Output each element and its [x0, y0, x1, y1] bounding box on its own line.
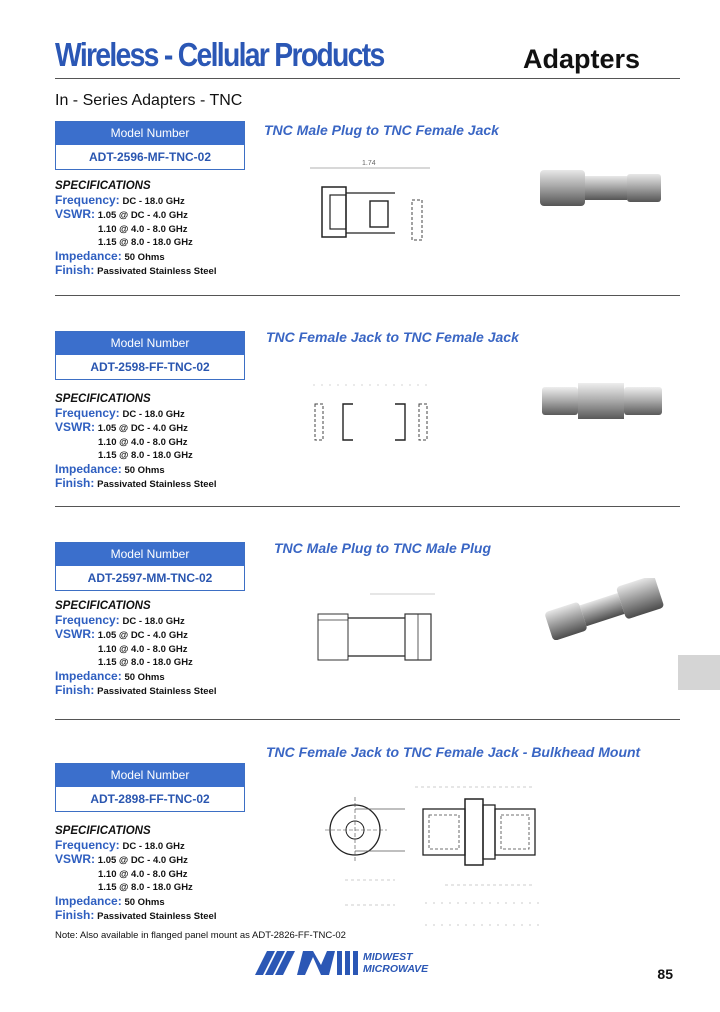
header-divider — [55, 78, 680, 79]
product-title: TNC Male Plug to TNC Female Jack — [264, 122, 499, 138]
frequency-label: Frequency: — [55, 612, 120, 627]
finish-value: Passivated Stainless Steel — [97, 479, 217, 490]
impedance-value: 50 Ohms — [124, 251, 165, 263]
adapter-photo — [538, 375, 668, 425]
model-label: Model Number — [56, 332, 244, 355]
vswr-label: VSWR: — [55, 420, 95, 434]
vswr-value: 1.05 @ DC - 4.0 GHz — [97, 630, 188, 641]
impedance-value: 50 Ohms — [124, 671, 165, 683]
technical-drawing — [300, 165, 440, 250]
impedance-label: Impedance: — [55, 893, 122, 908]
impedance-label: Impedance: — [55, 668, 122, 683]
frequency-value: DC - 18.0 GHz — [122, 195, 185, 207]
specs-block — [55, 393, 275, 492]
vswr-value: 1.15 @ 8.0 - 18.0 GHz — [98, 450, 193, 461]
technical-drawing — [305, 380, 440, 450]
page-tab-marker — [678, 655, 720, 690]
vswr-label: VSWR: — [55, 852, 95, 866]
model-label: Model Number — [56, 122, 244, 145]
logo-line-1: MIDWEST — [363, 951, 413, 963]
finish-label: Finish: — [55, 683, 95, 697]
company-logo-text — [363, 951, 428, 975]
product-title: TNC Female Jack to TNC Female Jack — [266, 329, 519, 345]
logo-line-2: MICROWAVE — [363, 963, 429, 975]
finish-value: Passivated Stainless Steel — [97, 266, 217, 277]
page-number: 85 — [657, 966, 673, 982]
vswr-value: 1.10 @ 4.0 - 8.0 GHz — [98, 643, 188, 655]
vswr-value: 1.05 @ DC - 4.0 GHz — [97, 423, 188, 434]
adapter-photo — [540, 578, 668, 640]
midwest-microwave-logo-icon — [255, 951, 360, 975]
vswr-label: VSWR: — [55, 207, 95, 221]
category-title: Adapters — [522, 44, 640, 74]
spec-heading: SPECIFICATIONS — [55, 825, 151, 837]
product-title: TNC Male Plug to TNC Male Plug — [274, 540, 492, 556]
vswr-value: 1.05 @ DC - 4.0 GHz — [97, 855, 188, 866]
dimension-label: 1.74 — [362, 160, 376, 167]
model-label: Model Number — [56, 764, 244, 787]
frequency-value: DC - 18.0 GHz — [122, 615, 185, 627]
spec-heading: SPECIFICATIONS — [55, 180, 151, 192]
vswr-label: VSWR: — [55, 627, 95, 641]
vswr-value: 1.15 @ 8.0 - 18.0 GHz — [98, 657, 193, 668]
technical-drawing — [310, 588, 445, 668]
model-box-3 — [55, 542, 245, 591]
frequency-label: Frequency: — [55, 405, 120, 420]
model-box-2 — [55, 331, 245, 380]
vswr-value: 1.05 @ DC - 4.0 GHz — [97, 210, 188, 221]
model-number: ADT-2898-FF-TNC-02 — [90, 792, 210, 806]
section-divider — [55, 506, 680, 507]
finish-value: Passivated Stainless Steel — [97, 911, 217, 922]
specs-block — [55, 825, 275, 924]
page-title: Wireless - Cellular Products — [55, 36, 384, 73]
section-divider — [55, 295, 680, 296]
finish-label: Finish: — [55, 263, 95, 277]
frequency-value: DC - 18.0 GHz — [122, 408, 185, 420]
model-label: Model Number — [56, 543, 244, 566]
frequency-value: DC - 18.0 GHz — [122, 840, 185, 852]
impedance-label: Impedance: — [55, 461, 122, 476]
section-subtitle: In - Series Adapters - TNC — [55, 92, 243, 109]
availability-note: Note: Also available in flanged panel mount as ADT-2826-FF-TNC-02 — [55, 930, 346, 941]
finish-value: Passivated Stainless Steel — [97, 686, 217, 697]
spec-heading: SPECIFICATIONS — [55, 600, 151, 612]
impedance-label: Impedance: — [55, 248, 122, 263]
vswr-value: 1.15 @ 8.0 - 18.0 GHz — [98, 882, 193, 893]
frequency-label: Frequency: — [55, 837, 120, 852]
spec-heading: SPECIFICATIONS — [55, 393, 151, 405]
vswr-value: 1.15 @ 8.0 - 18.0 GHz — [98, 237, 193, 248]
adapter-photo — [535, 160, 665, 215]
product-title: TNC Female Jack to TNC Female Jack - Bulkhead Mount — [266, 744, 641, 760]
model-number: ADT-2597-MM-TNC-02 — [87, 571, 213, 585]
finish-label: Finish: — [55, 908, 95, 922]
impedance-value: 50 Ohms — [124, 896, 165, 908]
model-box-1 — [55, 121, 245, 170]
model-number: ADT-2598-FF-TNC-02 — [90, 360, 210, 374]
vswr-value: 1.10 @ 4.0 - 8.0 GHz — [98, 436, 188, 448]
finish-label: Finish: — [55, 476, 95, 490]
vswr-value: 1.10 @ 4.0 - 8.0 GHz — [98, 868, 188, 880]
impedance-value: 50 Ohms — [124, 464, 165, 476]
model-box-4 — [55, 763, 245, 812]
specs-block — [55, 180, 275, 279]
section-divider — [55, 719, 680, 720]
model-number: ADT-2596-MF-TNC-02 — [88, 150, 211, 164]
vswr-value: 1.10 @ 4.0 - 8.0 GHz — [98, 223, 188, 235]
specs-block — [55, 600, 275, 699]
frequency-label: Frequency: — [55, 192, 120, 207]
bulkhead-technical-drawing — [325, 775, 565, 935]
